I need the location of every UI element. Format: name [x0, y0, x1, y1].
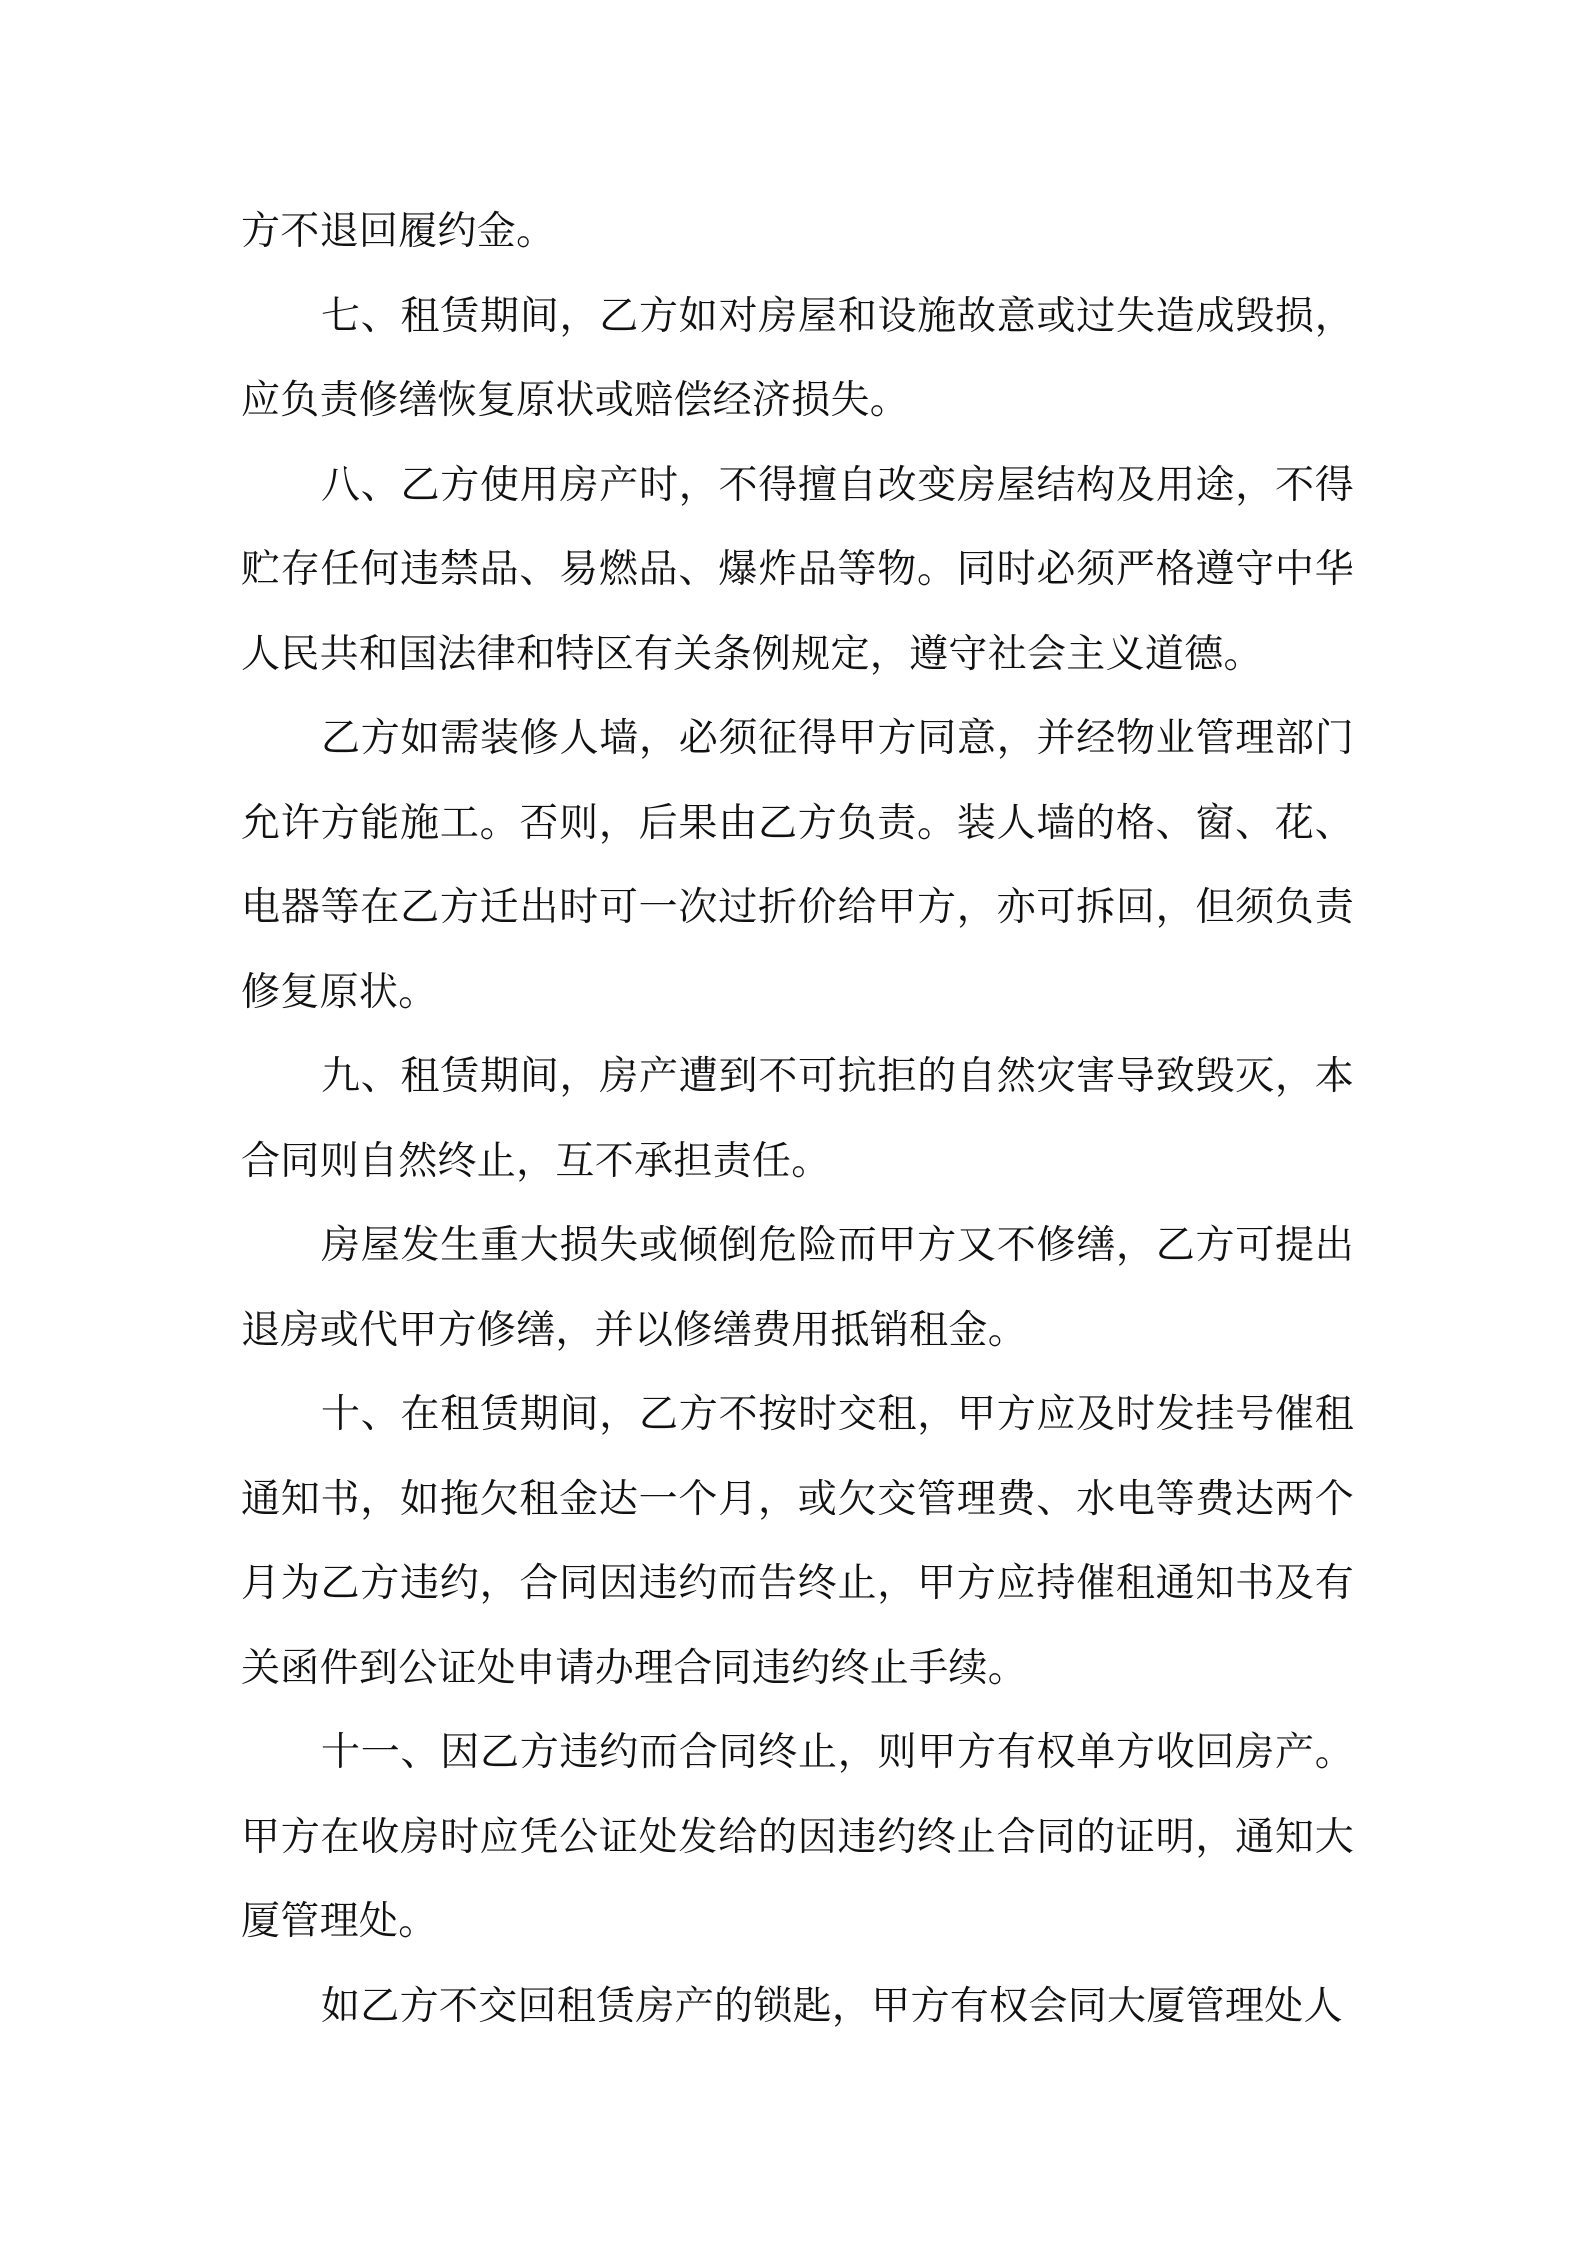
paragraph-continuation: 方不退回履约金。 — [241, 209, 556, 254]
paragraph-clause-9-repair: 房屋发生重大损失或倾倒危险而甲方又不修缮，乙方可提出退房或代甲方修缮，并以修缮费用抵销租金。 — [241, 1223, 1354, 1353]
paragraph-clause-11: 十一、因乙方违约而合同终止，则甲方有权单方收回房产。甲方在收房时应凭公证处发给的因违约终止合同的证明，通知大厦管理处。 — [241, 1730, 1354, 1944]
paragraph-clause-8-renovation: 乙方如需装修人墙，必须征得甲方同意，并经物业管理部门允许方能施工。否则，后果由乙方负责。装人墙的格、窗、花、电器等在乙方迁出时可一次过折价给甲方，亦可拆回，但须负责修复原状。 — [241, 716, 1354, 1015]
paragraph-clause-9: 九、租赁期间，房产遭到不可抗拒的自然灾害导致毁灭，本合同则自然终止，互不承担责任。 — [241, 1054, 1354, 1184]
paragraph-clause-11-keys: 如乙方不交回租赁房产的锁匙，甲方有权会同大厦管理处人 — [321, 1983, 1343, 2029]
paragraph-clause-10: 十、在租赁期间，乙方不按时交租，甲方应及时发挂号催租通知书，如拖欠租金达一个月，或欠交管理费、水电等费达两个月为乙方违约，合同因违约而告终止，甲方应持催租通知书及有关函件到公证处申请办理合同违约终止手续。 — [241, 1392, 1354, 1691]
contract-body — [241, 190, 1354, 2049]
paragraph-clause-7: 七、租赁期间，乙方如对房屋和设施故意或过失造成毁损，应负责修缮恢复原状或赔偿经济损失。 — [241, 293, 1354, 423]
paragraph-clause-8: 八、乙方使用房产时，不得擅自改变房屋结构及用途，不得贮存任何违禁品、易燃品、爆炸品等物。同时必须严格遵守中华人民共和国法律和特区有关条例规定，遵守社会主义道德。 — [241, 462, 1354, 677]
